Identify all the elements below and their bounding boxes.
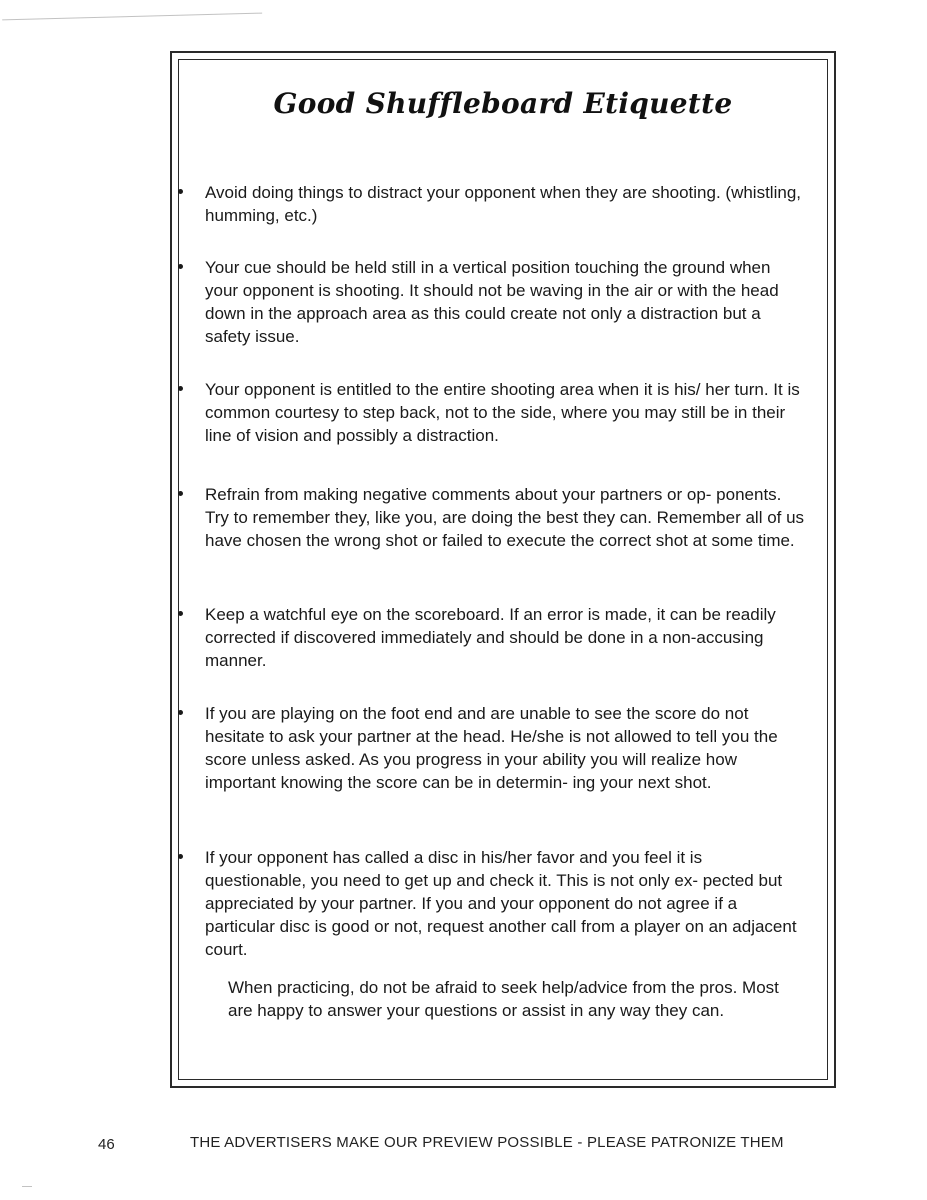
bullet-icon: [178, 710, 183, 715]
bullet-icon: [178, 189, 183, 194]
list-item-text: Refrain from making negative comments about your partners or op- ponents. Try to remember they, like you, are doing the best they can. Remember all of us have chosen the wrong shot or failed to execute the correct shot at some time.: [205, 485, 805, 550]
bullet-icon: [178, 854, 183, 859]
bullet-icon: [178, 611, 183, 616]
scan-artifact: [22, 1186, 32, 1193]
bullet-icon: [178, 491, 183, 496]
bullet-icon: [178, 264, 183, 269]
closing-paragraph: When practicing, do not be afraid to seek help/advice from the pros. Most are happy to answer your questions or assist in any way they can.: [228, 978, 779, 1020]
list-item-text: Your opponent is entitled to the entire shooting area when it is his/ her turn. It is common courtesy to step back, not to the side, where you may still be in their line of vision and possibly a distraction.: [205, 380, 800, 445]
footer-notice: THE ADVERTISERS MAKE OUR PREVIEW POSSIBLE - PLEASE PATRONIZE THEM: [190, 1134, 784, 1151]
scan-artifact: [2, 0, 262, 20]
page-title: Good Shuffleboard Etiquette: [273, 87, 733, 120]
list-item-text: If your opponent has called a disc in his/her favor and you feel it is questionable, you need to get up and check it. This is not only ex- pected but appreciated by your partner. If you and your opponent do not agree if a particular disc is good or not, request another call from a player on an adjacent court.: [205, 848, 797, 959]
etiquette-box: [170, 51, 836, 1088]
page-number: 46: [98, 1136, 115, 1153]
list-item-text: Keep a watchful eye on the scoreboard. If an error is made, it can be readily corrected if discovered immediately and should be done in a non-accusing manner.: [205, 605, 776, 670]
list-item-text: Avoid doing things to distract your opponent when they are shooting. (whistling, humming, etc.): [205, 183, 801, 225]
list-item-text: Your cue should be held still in a vertical position touching the ground when your opponent is shooting. It should not be waving in the air or with the head down in the approach area as this could create not only a distraction but a safety issue.: [205, 258, 779, 346]
list-item-text: If you are playing on the foot end and are unable to see the score do not hesitate to ask your partner at the head. He/she is not allowed to tell you the score unless asked. As you progress in your ability you will realize how important knowing the score can be in determin- ing your next shot.: [205, 704, 778, 792]
bullet-icon: [178, 386, 183, 391]
